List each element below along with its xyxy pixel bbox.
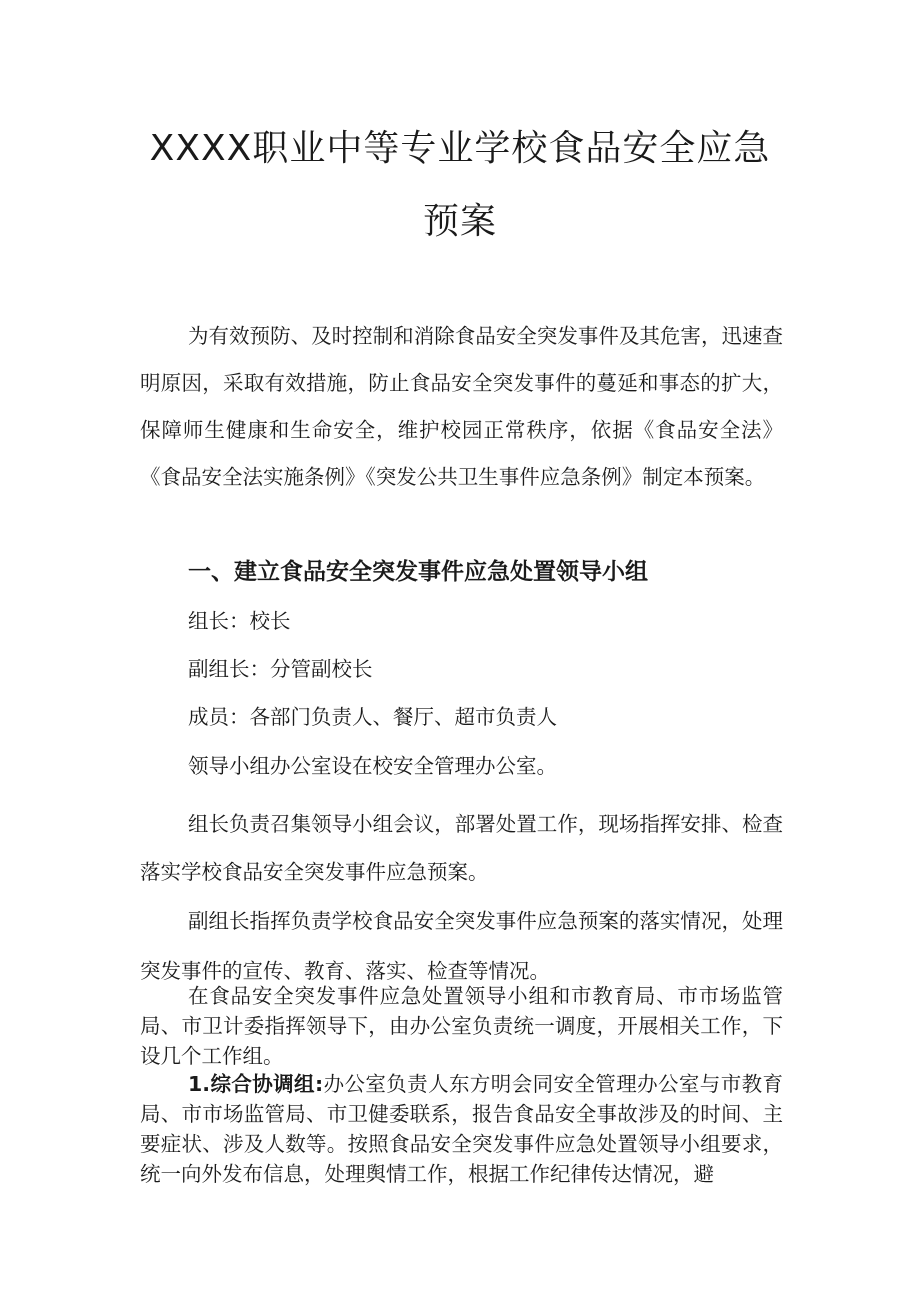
intro-paragraph: 为有效预防、及时控制和消除食品安全突发事件及其危害，迅速查明原因，采取有效措施，防止食品安全突发事件的蔓延和事态的扩大，保障师生健康和生命安全，维护校园正常秩序，依据《食品安全法》《食品安全法实施条例》《突发公共卫生事件应急条例》制定本预案。 — [140, 324, 783, 489]
leader-duty-paragraph: 组长负责召集领导小组会议，部署处置工作，现场指挥安排、检查落实学校食品安全突发事件应急预案。 — [140, 812, 783, 884]
office-line: 领导小组办公室设在校安全管理办公室。 — [188, 754, 557, 778]
group-1-paragraph — [140, 1069, 783, 1189]
working-groups-paragraph: 在食品安全突发事件应急处置领导小组和市教育局、市市场监管局、市卫计委指挥领导下，由办公室负责统一调度，开展相关工作，下设几个工作组。 — [140, 984, 783, 1068]
document-title-line-1: XXXX职业中等专业学校食品安全应急 — [149, 128, 771, 169]
document-title-line-2: 预案 — [422, 201, 497, 242]
members-line: 成员：各部门负责人、餐厅、超市负责人 — [188, 705, 557, 729]
section-1-heading: 一、建立食品安全突发事件应急处置领导小组 — [188, 559, 648, 585]
deputy-leader-line: 副组长：分管副校长 — [188, 657, 373, 681]
deputy-duty-paragraph: 副组长指挥负责学校食品安全突发事件应急预案的落实情况，处理突发事件的宣传、教育、落实、检查等情况。 — [140, 909, 783, 983]
leader-line: 组长：校长 — [188, 609, 291, 633]
group-1-label: 1.综合协调组: — [188, 1072, 324, 1096]
group-1-text: 办公室负责人东方明会同安全管理办公室与市教育局、市市场监管局、市卫健委联系，报告食品安全事故涉及的时间、主要症状、涉及人数等。按照食品安全突发事件应急处置领导小组要求，统一向外发布信息，处理舆情工作，根据工作纪律传达情况，避 — [140, 1072, 784, 1186]
